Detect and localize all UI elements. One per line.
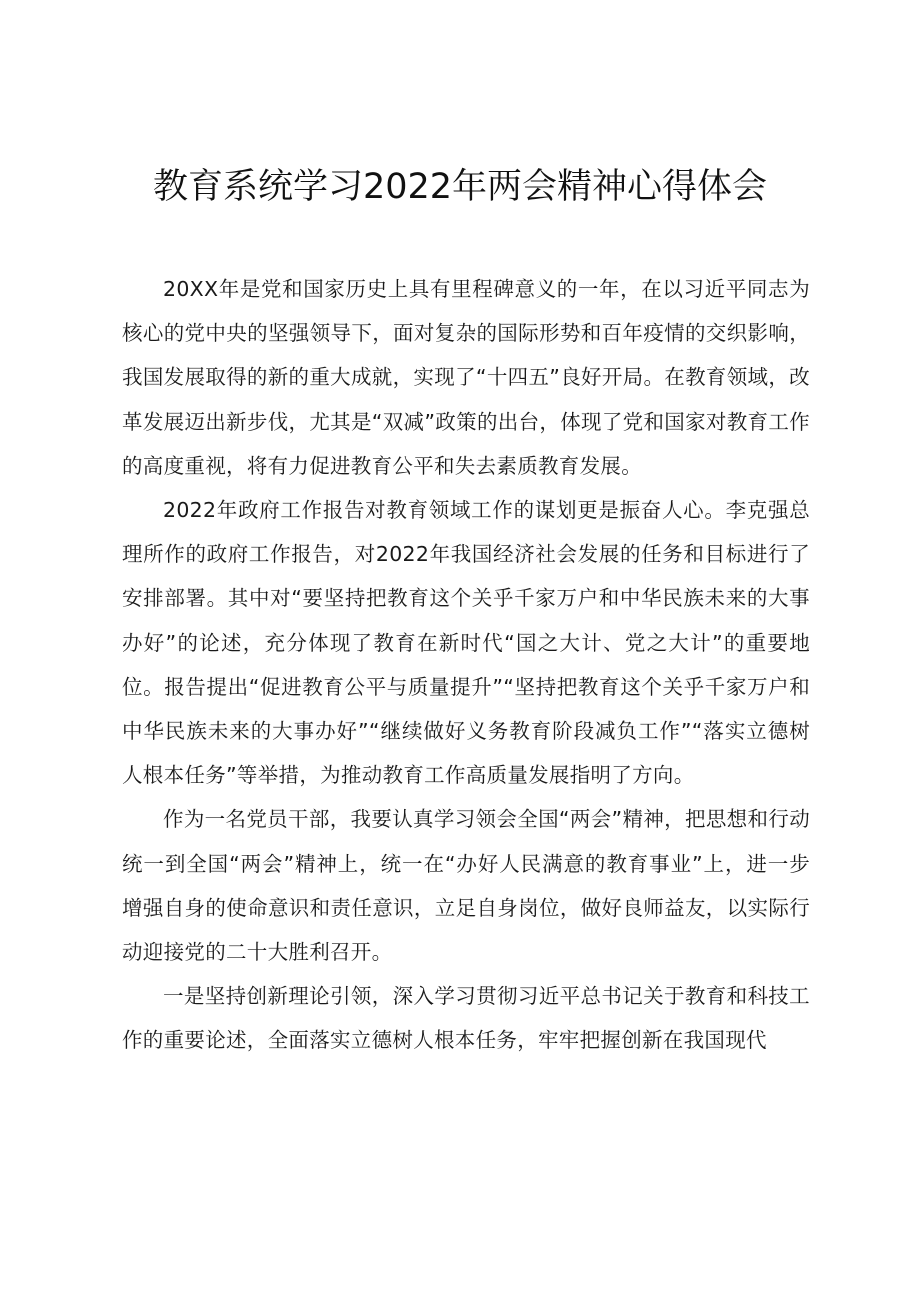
document-body bbox=[122, 267, 810, 1063]
paragraph-3: 作为一名党员干部，我要认真学习领会全国“两会”精神，把思想和行动统一到全国“两会”精神上，统一在“办好人民满意的教育事业”上，进一步增强自身的使命意识和责任意识，立足自身岗位，做好良师益友，以实际行动迎接党的二十大胜利召开。 bbox=[122, 807, 810, 965]
paragraph-4: 一是坚持创新理论引领，深入学习贯彻习近平总书记关于教育和科技工作的重要论述，全面落实立德树人根本任务，牢牢把握创新在我国现代 bbox=[122, 984, 810, 1053]
document-title: 教育系统学习2022年两会精神心得体会 bbox=[152, 167, 768, 207]
paragraph-1: 20XX年是党和国家历史上具有里程碑意义的一年，在以习近平同志为核心的党中央的坚强领导下，面对复杂的国际形势和百年疫情的交织影响，我国发展取得的新的重大成就，实现了“十四五”良好开局。在教育领域，改革发展迈出新步伐，尤其是“双减”政策的出台，体现了党和国家对教育工作的高度重视，将有力促进教育公平和失去素质教育发展。 bbox=[122, 277, 810, 478]
paragraph-2: 2022年政府工作报告对教育领域工作的谋划更是振奋人心。李克强总理所作的政府工作报告，对2022年我国经济社会发展的任务和目标进行了安排部署。其中对“要坚持把教育这个关乎千家万户和中华民族未来的大事办好”的论述，充分体现了教育在新时代“国之大计、党之大计”的重要地位。报告提出“促进教育公平与质量提升”“坚持把教育这个关乎千家万户和中华民族未来的大事办好”“继续做好义务教育阶段减负工作”“落实立德树人根本任务”等举措，为推动教育工作高质量发展指明了方向。 bbox=[122, 498, 810, 788]
